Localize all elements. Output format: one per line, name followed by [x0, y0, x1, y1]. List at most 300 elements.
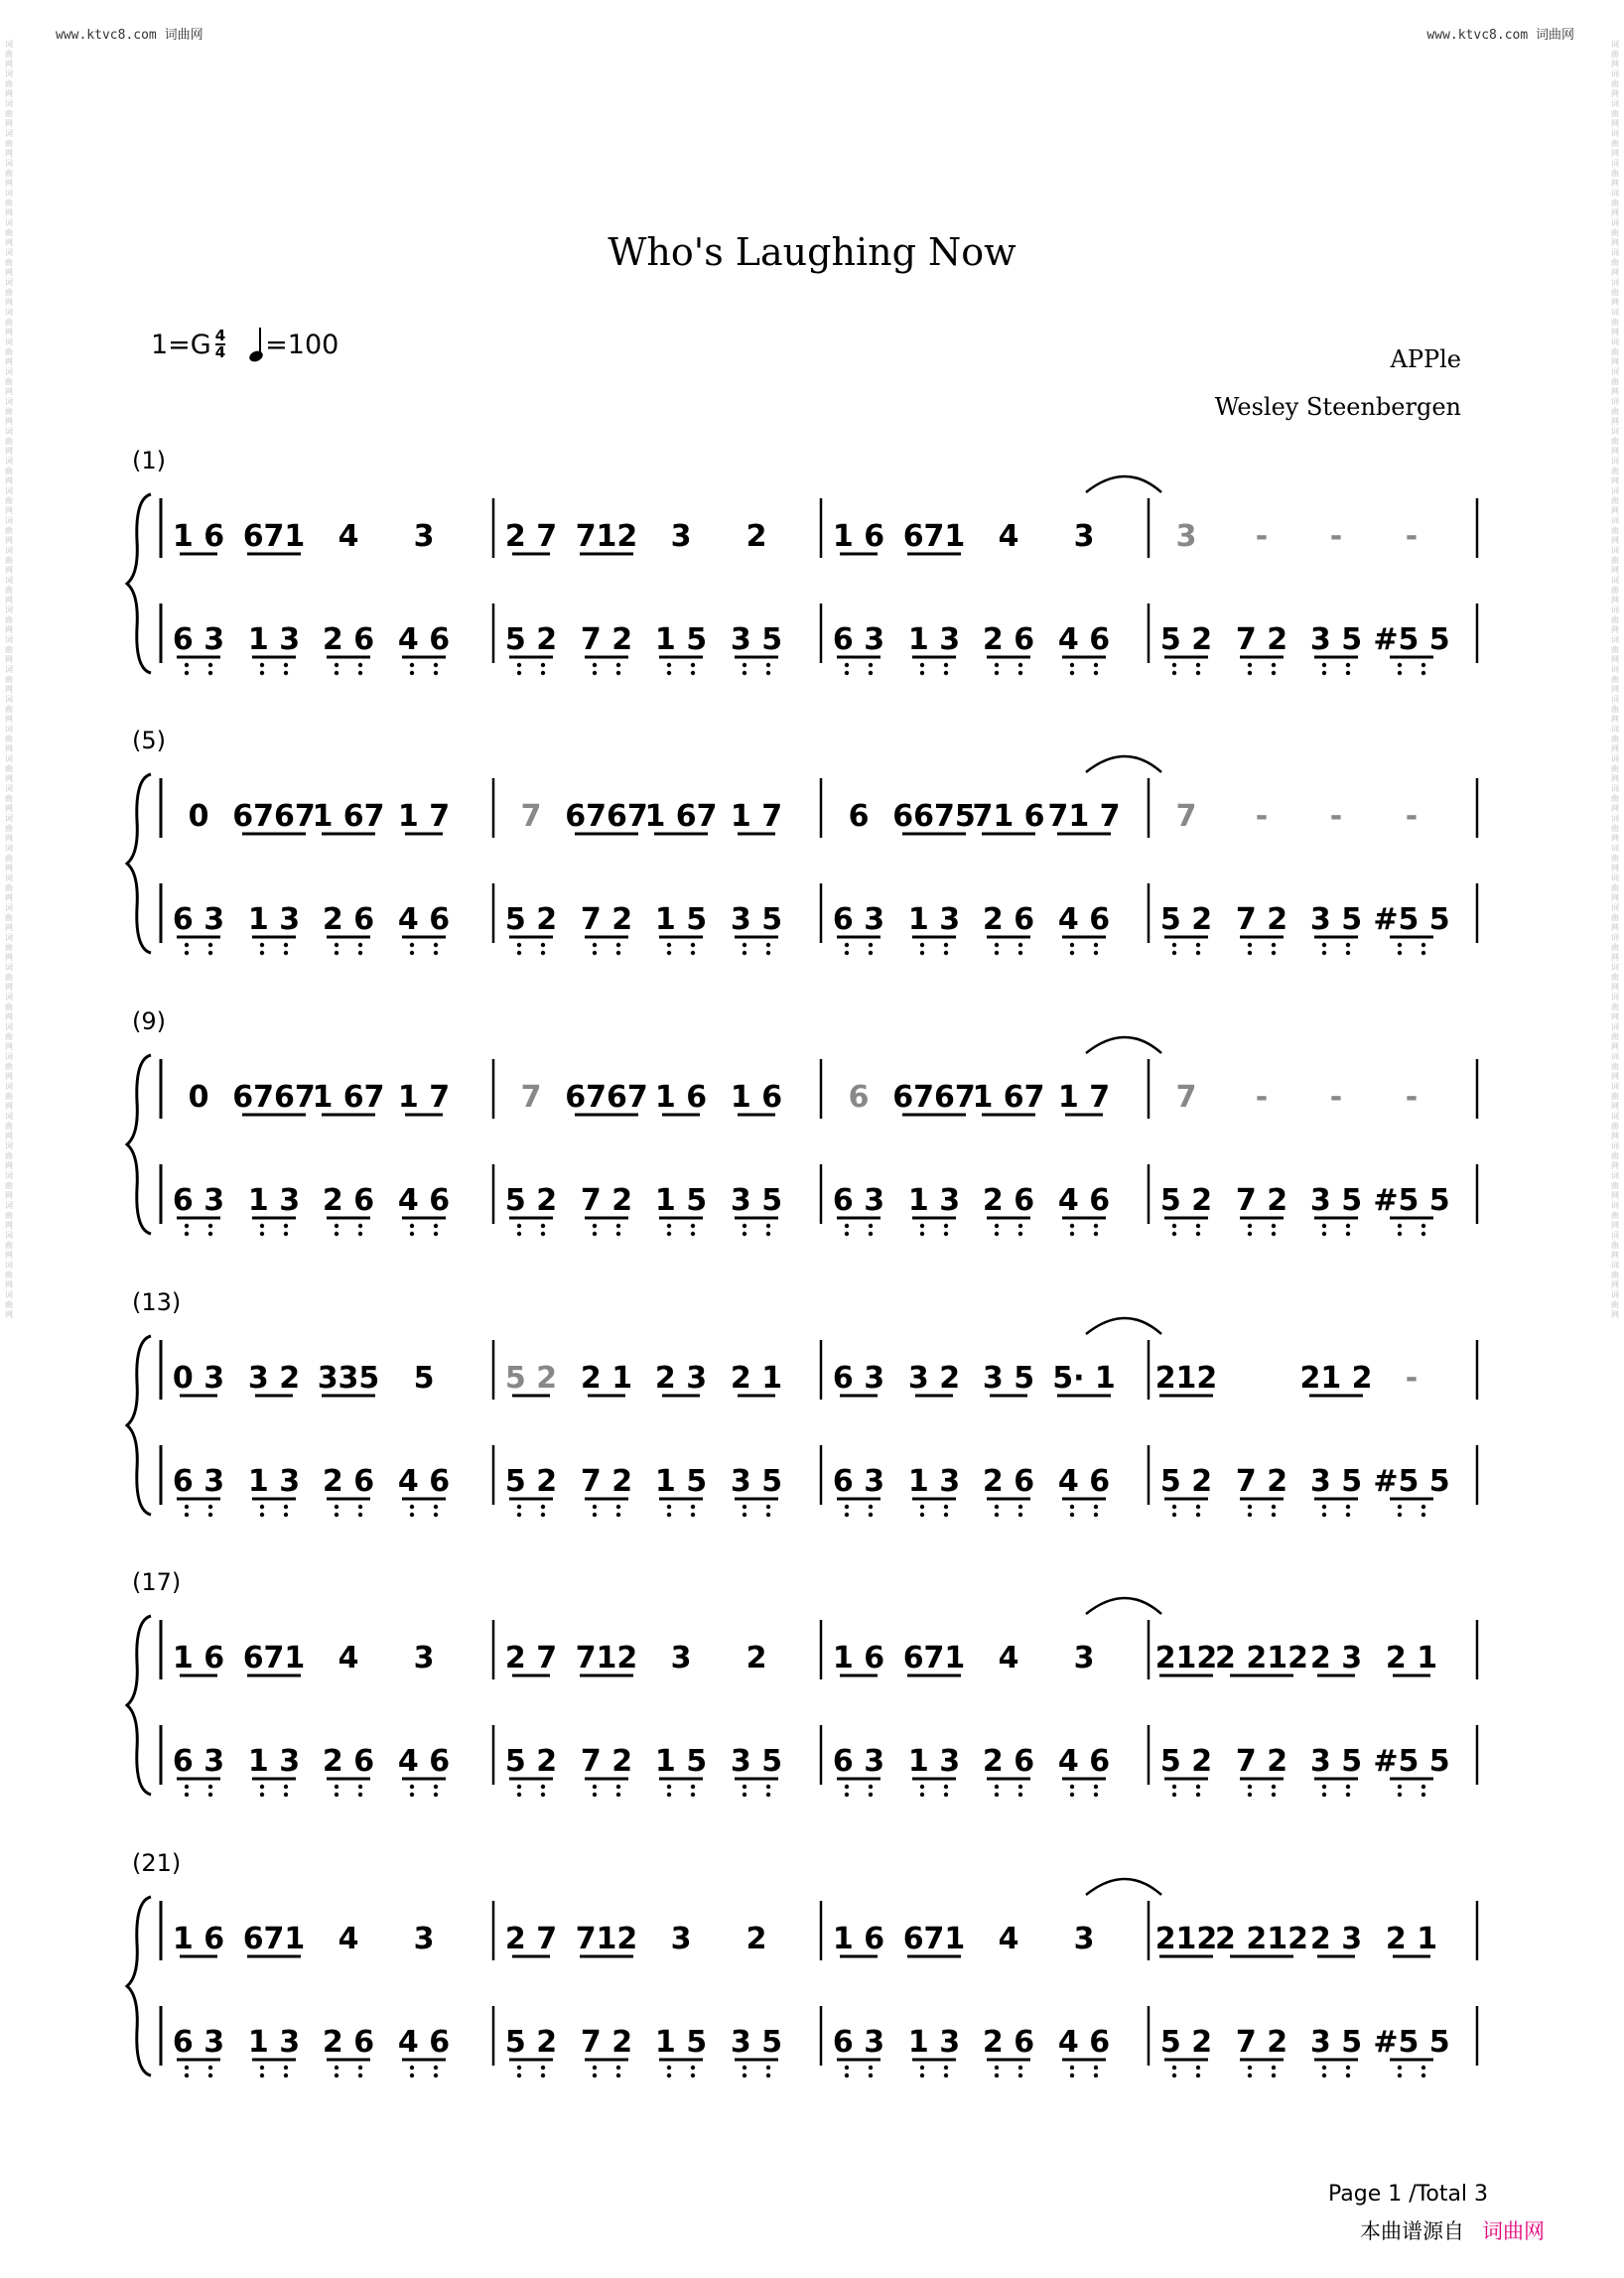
octave-dot [869, 1785, 873, 1789]
octave-dot [845, 951, 849, 955]
octave-dot [944, 671, 948, 675]
octave-dot [743, 671, 746, 675]
octave-dot [1322, 1505, 1326, 1509]
bass-beat: 1 3 [907, 622, 961, 657]
octave-dot [1172, 951, 1176, 955]
bass-beat: 2 6 [322, 1744, 375, 1779]
melody-beat: 1 67 [312, 1080, 385, 1115]
octave-dot [434, 671, 438, 675]
score-system [0, 447, 1624, 689]
octave-dot [185, 2074, 189, 2077]
octave-dot [335, 1793, 338, 1797]
hold-dash: - [1329, 1080, 1343, 1115]
octave-dot [593, 671, 597, 675]
melody-beat: 2 [745, 1641, 767, 1675]
bass-beat: 1 3 [907, 2025, 961, 2060]
bass-beat: 4 6 [397, 1464, 451, 1499]
melody-beat: 1 6 [172, 1641, 225, 1675]
system-notation [0, 1849, 1624, 2087]
octave-dot [1421, 2066, 1425, 2070]
octave-dot [743, 1793, 746, 1797]
octave-dot [593, 951, 597, 955]
octave-dot [1094, 1224, 1098, 1228]
bass-beat: 5 2 [504, 622, 558, 657]
octave-dot [743, 2066, 746, 2070]
octave-dot [541, 2074, 545, 2077]
melody-beat: 3 [413, 1641, 435, 1675]
bass-beat: 1 3 [247, 1464, 301, 1499]
octave-dot [434, 1785, 438, 1789]
melody-beat: 671 [902, 1641, 966, 1675]
octave-dot [517, 663, 521, 667]
bass-beat: 6 3 [832, 902, 885, 937]
score-system [0, 1849, 1624, 2091]
bass-beat: 2 6 [322, 622, 375, 657]
octave-dot [995, 1232, 999, 1236]
bass-beat: 6 3 [172, 902, 225, 937]
octave-dot [260, 943, 264, 947]
octave-dot [335, 1785, 338, 1789]
bass-beat: 4 6 [397, 1744, 451, 1779]
octave-dot [434, 1232, 438, 1236]
octave-dot [358, 2074, 362, 2077]
octave-dot [284, 1505, 288, 1509]
melody-beat: 6 [848, 1080, 870, 1115]
octave-dot [410, 1793, 414, 1797]
melody-beat: 6767 [565, 799, 648, 834]
octave-dot [1094, 671, 1098, 675]
melody-beat: 3 [1073, 1641, 1095, 1675]
octave-dot [260, 671, 264, 675]
octave-dot [944, 1785, 948, 1789]
octave-dot [1421, 1785, 1425, 1789]
octave-dot [1421, 1224, 1425, 1228]
octave-dot [410, 663, 414, 667]
octave-dot [260, 1232, 264, 1236]
bass-beat: 4 6 [397, 2025, 451, 2060]
octave-dot [869, 671, 873, 675]
octave-dot [616, 951, 620, 955]
octave-dot [410, 1224, 414, 1228]
octave-dot [335, 663, 338, 667]
source-label: 本曲谱源自 [1360, 2219, 1464, 2243]
bass-beat: 1 3 [907, 1464, 961, 1499]
grand-staff-brace [127, 1055, 151, 1234]
octave-dot [1248, 663, 1252, 667]
bass-beat: 4 6 [1057, 622, 1111, 657]
bass-beat: 4 6 [397, 1183, 451, 1218]
octave-dot [517, 1232, 521, 1236]
octave-dot [743, 1785, 746, 1789]
octave-dot [1346, 1232, 1350, 1236]
melody-beat: 1 67 [312, 799, 385, 834]
octave-dot [185, 671, 189, 675]
octave-dot [208, 951, 212, 955]
octave-dot [1346, 671, 1350, 675]
bass-beat: 1 3 [907, 902, 961, 937]
octave-dot [743, 951, 746, 955]
octave-dot [869, 663, 873, 667]
octave-dot [1172, 1232, 1176, 1236]
octave-dot [284, 1785, 288, 1789]
bass-beat: 2 6 [322, 1183, 375, 1218]
melody-beat: 7 [1175, 1080, 1197, 1115]
octave-dot [335, 2066, 338, 2070]
melody-beat: 3 2 [907, 1361, 961, 1396]
octave-dot [410, 2066, 414, 2070]
bass-beat: 1 5 [654, 622, 708, 657]
octave-dot [995, 943, 999, 947]
octave-dot [995, 1513, 999, 1517]
octave-dot [1070, 671, 1074, 675]
bass-beat: 7 2 [1235, 1744, 1288, 1779]
quarter-note-icon [247, 328, 263, 361]
octave-dot [1018, 1793, 1022, 1797]
octave-dot [541, 1505, 545, 1509]
melody-beat: 4 [338, 519, 359, 554]
melody-beat: 5 2 [504, 1361, 558, 1396]
octave-dot [358, 951, 362, 955]
octave-dot [284, 951, 288, 955]
octave-dot [185, 663, 189, 667]
octave-dot [1322, 1793, 1326, 1797]
octave-dot [616, 663, 620, 667]
octave-dot [434, 2074, 438, 2077]
octave-dot [616, 1232, 620, 1236]
credit-artist: APPle [1390, 345, 1461, 373]
octave-dot [845, 1513, 849, 1517]
octave-dot [1398, 1513, 1402, 1517]
octave-dot [616, 943, 620, 947]
octave-dot [541, 671, 545, 675]
bass-beat: 1 5 [654, 902, 708, 937]
octave-dot [541, 1232, 545, 1236]
octave-dot [944, 1224, 948, 1228]
bass-beat: 3 5 [1309, 902, 1363, 937]
melody-beat: 1 7 [730, 799, 783, 834]
melody-beat: 1 6 [832, 1922, 885, 1956]
bass-beat: 3 5 [730, 1183, 783, 1218]
bass-beat: 7 2 [1235, 2025, 1288, 2060]
melody-beat: 2 1 [1385, 1641, 1438, 1675]
header-site-left[interactable]: www.ktvc8.com 词曲网 [56, 28, 203, 43]
hold-dash: - [1405, 519, 1419, 554]
octave-dot [1196, 1232, 1200, 1236]
octave-dot [284, 1224, 288, 1228]
octave-dot [920, 951, 924, 955]
octave-dot [541, 1224, 545, 1228]
octave-dot [1346, 2074, 1350, 2077]
octave-dot [616, 2074, 620, 2077]
octave-dot [1018, 2066, 1022, 2070]
melody-beat: 6675 [892, 799, 976, 834]
bass-beat: 5 2 [504, 1183, 558, 1218]
octave-dot [1346, 1785, 1350, 1789]
melody-beat: 4 [338, 1922, 359, 1956]
octave-dot [869, 951, 873, 955]
octave-dot [1398, 2074, 1402, 2077]
octave-dot [358, 671, 362, 675]
octave-dot [691, 2074, 695, 2077]
melody-beat: 3 [670, 1641, 692, 1675]
octave-dot [1172, 2074, 1176, 2077]
octave-dot [284, 1793, 288, 1797]
octave-dot [1346, 663, 1350, 667]
melody-beat: 1 7 [397, 1080, 451, 1115]
octave-dot [1018, 1505, 1022, 1509]
melody-beat: 1 7 [1057, 1080, 1111, 1115]
bass-beat: 5 2 [504, 1744, 558, 1779]
grand-staff-brace [127, 1616, 151, 1795]
bass-beat: 3 5 [730, 622, 783, 657]
melody-beat: 3 2 [247, 1361, 301, 1396]
octave-dot [995, 663, 999, 667]
melody-beat: 1 6 [172, 519, 225, 554]
octave-dot [1398, 1793, 1402, 1797]
bass-beat: 4 6 [1057, 1183, 1111, 1218]
octave-dot [1070, 951, 1074, 955]
bass-beat: 5 2 [1159, 1744, 1213, 1779]
octave-dot [434, 951, 438, 955]
octave-dot [667, 951, 671, 955]
score-system [0, 1568, 1624, 1810]
octave-dot [358, 1224, 362, 1228]
octave-dot [920, 1785, 924, 1789]
bass-beat: 3 5 [730, 902, 783, 937]
octave-dot [185, 1505, 189, 1509]
octave-dot [1196, 1505, 1200, 1509]
octave-dot [845, 1793, 849, 1797]
melody-beat: 5 [413, 1361, 435, 1396]
octave-dot [995, 2074, 999, 2077]
melody-beat: 1 67 [644, 799, 718, 834]
octave-dot [1398, 1505, 1402, 1509]
octave-dot [1094, 943, 1098, 947]
octave-dot [766, 2066, 770, 2070]
octave-dot [1421, 1513, 1425, 1517]
octave-dot [766, 1505, 770, 1509]
bass-beat: 5 2 [504, 1464, 558, 1499]
octave-dot [1070, 1224, 1074, 1228]
octave-dot [766, 2074, 770, 2077]
octave-dot [1094, 1232, 1098, 1236]
octave-dot [1196, 671, 1200, 675]
octave-dot [1272, 1505, 1276, 1509]
melody-beat: 1 6 [730, 1080, 783, 1115]
octave-dot [743, 1505, 746, 1509]
melody-beat: 6 [848, 799, 870, 834]
octave-dot [944, 1513, 948, 1517]
octave-dot [1272, 1224, 1276, 1228]
octave-dot [1248, 1785, 1252, 1789]
octave-dot [944, 2074, 948, 2077]
octave-dot [593, 2074, 597, 2077]
octave-dot [541, 951, 545, 955]
bass-beat: 2 6 [322, 902, 375, 937]
octave-dot [869, 1513, 873, 1517]
melody-beat: 212 [1154, 1361, 1218, 1396]
melody-beat: 1 6 [172, 1922, 225, 1956]
octave-dot [208, 1224, 212, 1228]
octave-dot [1272, 1232, 1276, 1236]
grand-staff-brace [127, 494, 151, 673]
octave-dot [1070, 1513, 1074, 1517]
tempo-value: =100 [265, 329, 339, 360]
octave-dot [691, 1232, 695, 1236]
grand-staff-brace [127, 1336, 151, 1515]
octave-dot [1248, 943, 1252, 947]
header-site-right[interactable]: www.ktvc8.com 词曲网 [1426, 28, 1574, 43]
measure-number: (13) [132, 1288, 182, 1316]
octave-dot [1172, 663, 1176, 667]
melody-beat: 3 [1073, 1922, 1095, 1956]
octave-dot [208, 671, 212, 675]
octave-dot [335, 1513, 338, 1517]
octave-dot [1196, 2074, 1200, 2077]
octave-dot [1094, 663, 1098, 667]
octave-dot [1196, 1513, 1200, 1517]
octave-dot [845, 1785, 849, 1789]
bass-beat: 5 2 [1159, 2025, 1213, 2060]
bass-beat: 4 6 [1057, 2025, 1111, 2060]
octave-dot [517, 2074, 521, 2077]
octave-dot [1094, 1513, 1098, 1517]
octave-dot [743, 2074, 746, 2077]
octave-dot [1196, 1224, 1200, 1228]
octave-dot [691, 1793, 695, 1797]
hold-dash: - [1329, 799, 1343, 834]
bass-beat: 2 6 [982, 2025, 1035, 2060]
octave-dot [1070, 663, 1074, 667]
hold-dash: - [1255, 519, 1269, 554]
melody-beat: 2 3 [654, 1361, 708, 1396]
octave-dot [1272, 2074, 1276, 2077]
bass-beat: 7 2 [1235, 622, 1288, 657]
octave-dot [410, 951, 414, 955]
octave-dot [284, 1513, 288, 1517]
source-site-link[interactable]: 词曲网 [1482, 2219, 1545, 2243]
melody-beat: 0 3 [172, 1361, 225, 1396]
octave-dot [517, 2066, 521, 2070]
octave-dot [260, 1513, 264, 1517]
octave-dot [920, 2066, 924, 2070]
octave-dot [434, 663, 438, 667]
melody-beat: 3 [1175, 519, 1197, 554]
melody-beat: 3 [413, 1922, 435, 1956]
bass-beat: 4 6 [397, 622, 451, 657]
octave-dot [541, 1785, 545, 1789]
melody-beat: 2 3 [1309, 1922, 1363, 1956]
octave-dot [260, 2074, 264, 2077]
melody-beat: 6767 [565, 1080, 648, 1115]
melody-beat: 3 [670, 519, 692, 554]
octave-dot [1018, 1785, 1022, 1789]
octave-dot [1322, 943, 1326, 947]
measure-number: (1) [132, 447, 166, 474]
octave-dot [434, 1505, 438, 1509]
octave-dot [1398, 943, 1402, 947]
octave-dot [691, 1224, 695, 1228]
octave-dot [1398, 671, 1402, 675]
melody-beat: 2 7 [504, 1922, 558, 1956]
octave-dot [1018, 2074, 1022, 2077]
octave-dot [667, 1232, 671, 1236]
bass-beat: 6 3 [832, 2025, 885, 2060]
bass-beat: 3 5 [1309, 1744, 1363, 1779]
grand-staff-brace [127, 774, 151, 953]
octave-dot [593, 1224, 597, 1228]
octave-dot [743, 663, 746, 667]
hold-dash: - [1405, 1361, 1419, 1396]
melody-beat: 71 7 [1047, 799, 1121, 834]
octave-dot [1070, 943, 1074, 947]
octave-dot [1172, 1793, 1176, 1797]
octave-dot [1070, 1793, 1074, 1797]
octave-dot [845, 1232, 849, 1236]
octave-dot [1398, 2066, 1402, 2070]
octave-dot [1421, 1505, 1425, 1509]
bass-beat: 2 6 [982, 1744, 1035, 1779]
octave-dot [284, 2066, 288, 2070]
octave-dot [335, 671, 338, 675]
octave-dot [1272, 951, 1276, 955]
octave-dot [517, 1793, 521, 1797]
melody-beat: 712 [575, 1922, 638, 1956]
melody-beat: 2 [745, 1922, 767, 1956]
octave-dot [1322, 1224, 1326, 1228]
melody-beat: 5· 1 [1052, 1361, 1116, 1396]
melody-beat: 212 [1154, 1922, 1218, 1956]
melody-beat: 7 [1175, 799, 1197, 834]
octave-dot [1196, 1785, 1200, 1789]
bass-beat: 1 3 [907, 1744, 961, 1779]
octave-dot [667, 943, 671, 947]
octave-dot [1322, 2074, 1326, 2077]
octave-dot [185, 943, 189, 947]
bass-beat: 1 3 [907, 1183, 961, 1218]
score-system [0, 1007, 1624, 1250]
octave-dot [1094, 2074, 1098, 2077]
system-notation [0, 1007, 1624, 1246]
octave-dot [766, 663, 770, 667]
octave-dot [743, 1513, 746, 1517]
octave-dot [517, 1785, 521, 1789]
octave-dot [260, 663, 264, 667]
octave-dot [335, 1224, 338, 1228]
octave-dot [766, 1224, 770, 1228]
octave-dot [1018, 663, 1022, 667]
octave-dot [1272, 1513, 1276, 1517]
octave-dot [995, 1793, 999, 1797]
octave-dot [766, 1513, 770, 1517]
key-label: 1=G [151, 329, 211, 360]
octave-dot [1070, 1232, 1074, 1236]
octave-dot [1196, 2066, 1200, 2070]
bass-beat: #5 5 [1373, 2025, 1450, 2060]
octave-dot [920, 663, 924, 667]
octave-dot [410, 1505, 414, 1509]
octave-dot [766, 951, 770, 955]
bass-beat: 4 6 [397, 902, 451, 937]
octave-dot [593, 1513, 597, 1517]
octave-dot [1172, 2066, 1176, 2070]
octave-dot [1272, 1793, 1276, 1797]
octave-dot [869, 2066, 873, 2070]
octave-dot [185, 1785, 189, 1789]
melody-beat: 671 [242, 1922, 306, 1956]
octave-dot [691, 943, 695, 947]
octave-dot [1018, 1232, 1022, 1236]
